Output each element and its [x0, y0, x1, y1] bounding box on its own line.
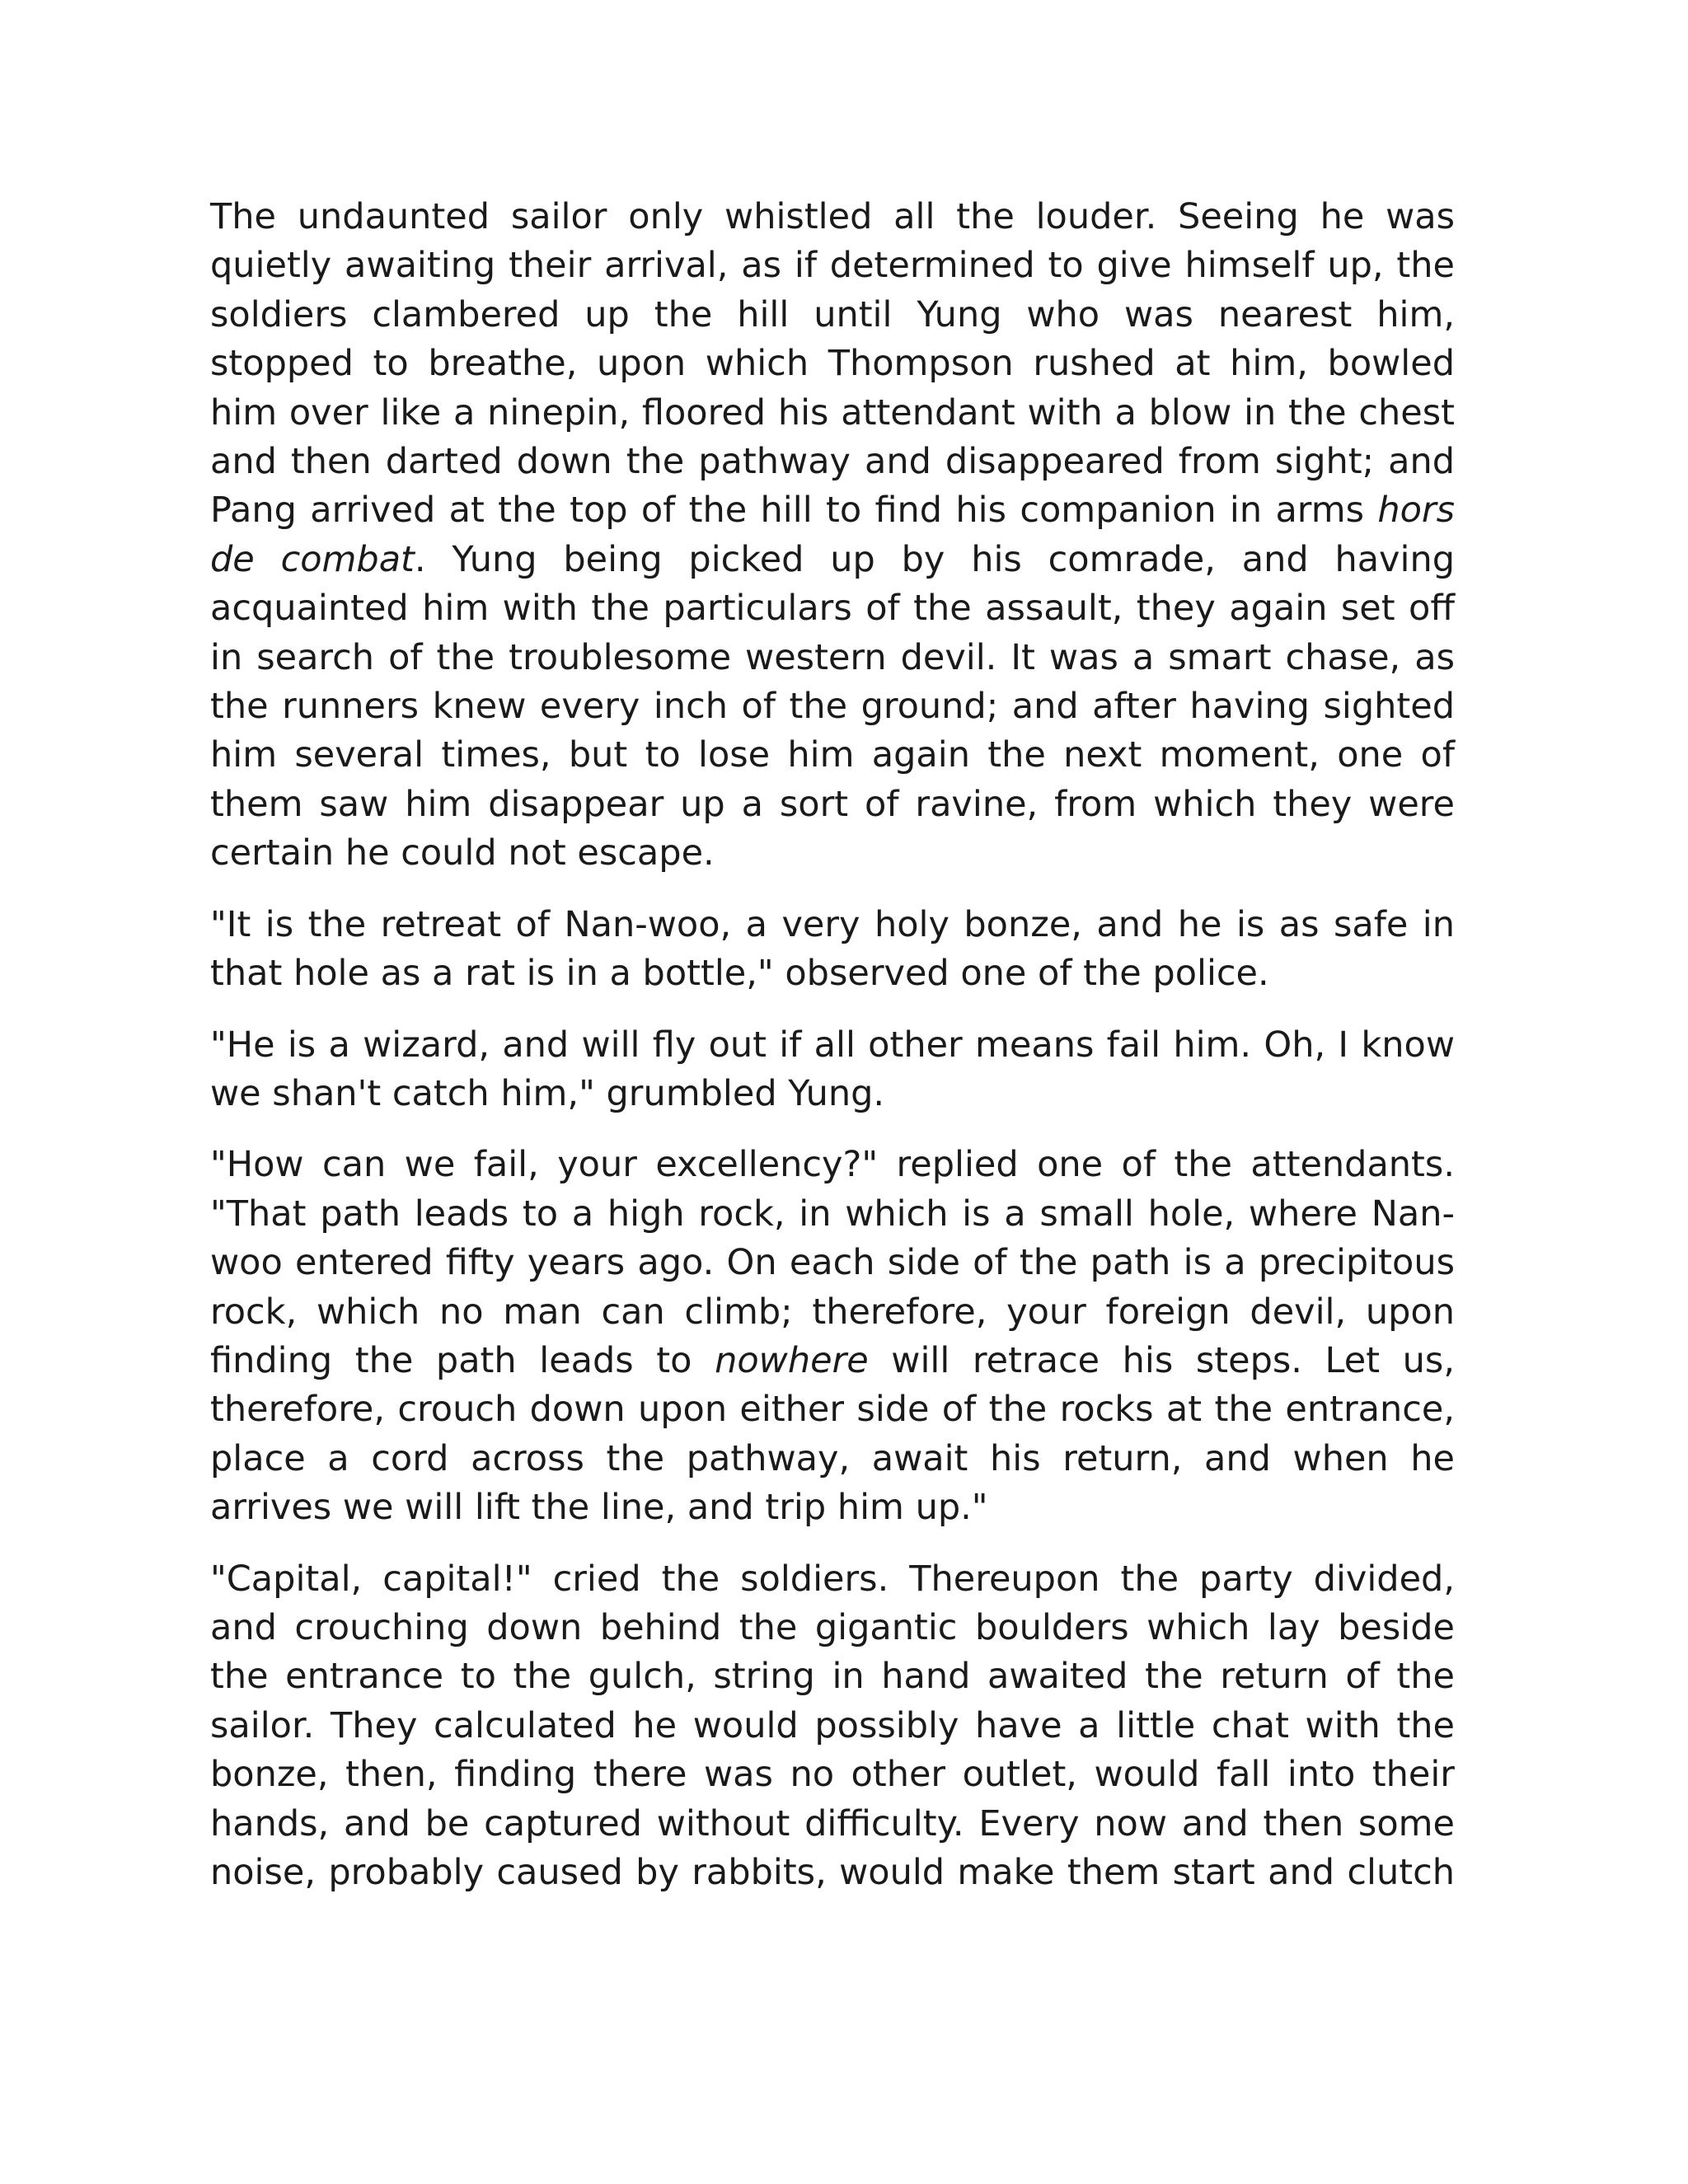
- text-run: "It is the retreat of Nan-woo, a very holy bonze, and he is as safe in that hole as a rat is in a bottle," observed one of the police.: [210, 903, 1455, 995]
- text-run: "Capital, capital!" cried the soldiers. Thereupon the party divided, and crouching down behind the gigantic boulders which lay beside the entrance to the gulch, string in hand awaited the return of the sailor. They calculated he would possibly have a little chat with the bonze, then, finding there was no other outlet, would fall into their hands, and be captured without difficulty. Every now and then some noise, probably caused by rabbits, would make them start and clutch: [210, 1558, 1455, 1893]
- paragraph: [210, 1555, 1455, 1898]
- text-run: "How can we fail, your excellency?" replied one of the attendants. "That path leads to a high rock, in which is a small hole, where Nan-woo entered fifty years ago. On each side of the path is a precipitous rock, which no man can climb; therefore, your foreign devil, upon finding the path leads to: [210, 1144, 1455, 1381]
- text-run: The undaunted sailor only whistled all the louder. Seeing he was quietly awaiting their arrival, as if determined to give himself up, the soldiers clambered up the hill until Yung who was nearest him, stopped to breathe, upon which Thompson rushed at him, bowled him over like a ninepin, floored his attendant with a blow in the chest and then darted down the pathway and disappeared from sight; and Pang arrived at the top of the hill to find his companion in arms: [210, 196, 1455, 532]
- paragraph: [210, 901, 1455, 999]
- paragraph: [210, 1021, 1455, 1119]
- body-text: [210, 193, 1455, 1919]
- text-run: . Yung being picked up by his comrade, and having acquainted him with the particulars of the assault, they again set off in search of the troublesome western devil. It was a smart chase, as the runners knew every inch of the ground; and after having sighted him several times, but to lose him again the next moment, one of them saw him disappear up a sort of ravine, from which they were certain he could not escape.: [210, 538, 1455, 874]
- italic-text-run: nowhere: [715, 1339, 869, 1381]
- paragraph: [210, 1141, 1455, 1532]
- text-run: "He is a wizard, and will fly out if all other means fail him. Oh, I know we shan't catch him," grumbled Yung.: [210, 1024, 1455, 1114]
- italic-text-run: hors de combat: [210, 490, 1455, 580]
- paragraph: [210, 193, 1455, 879]
- text-run: will retrace his steps. Let us, therefore, crouch down upon either side of the rocks at the entrance, place a cord across the pathway, await his return, and when he arrives we will lift the line, and trip him up.": [210, 1339, 1455, 1529]
